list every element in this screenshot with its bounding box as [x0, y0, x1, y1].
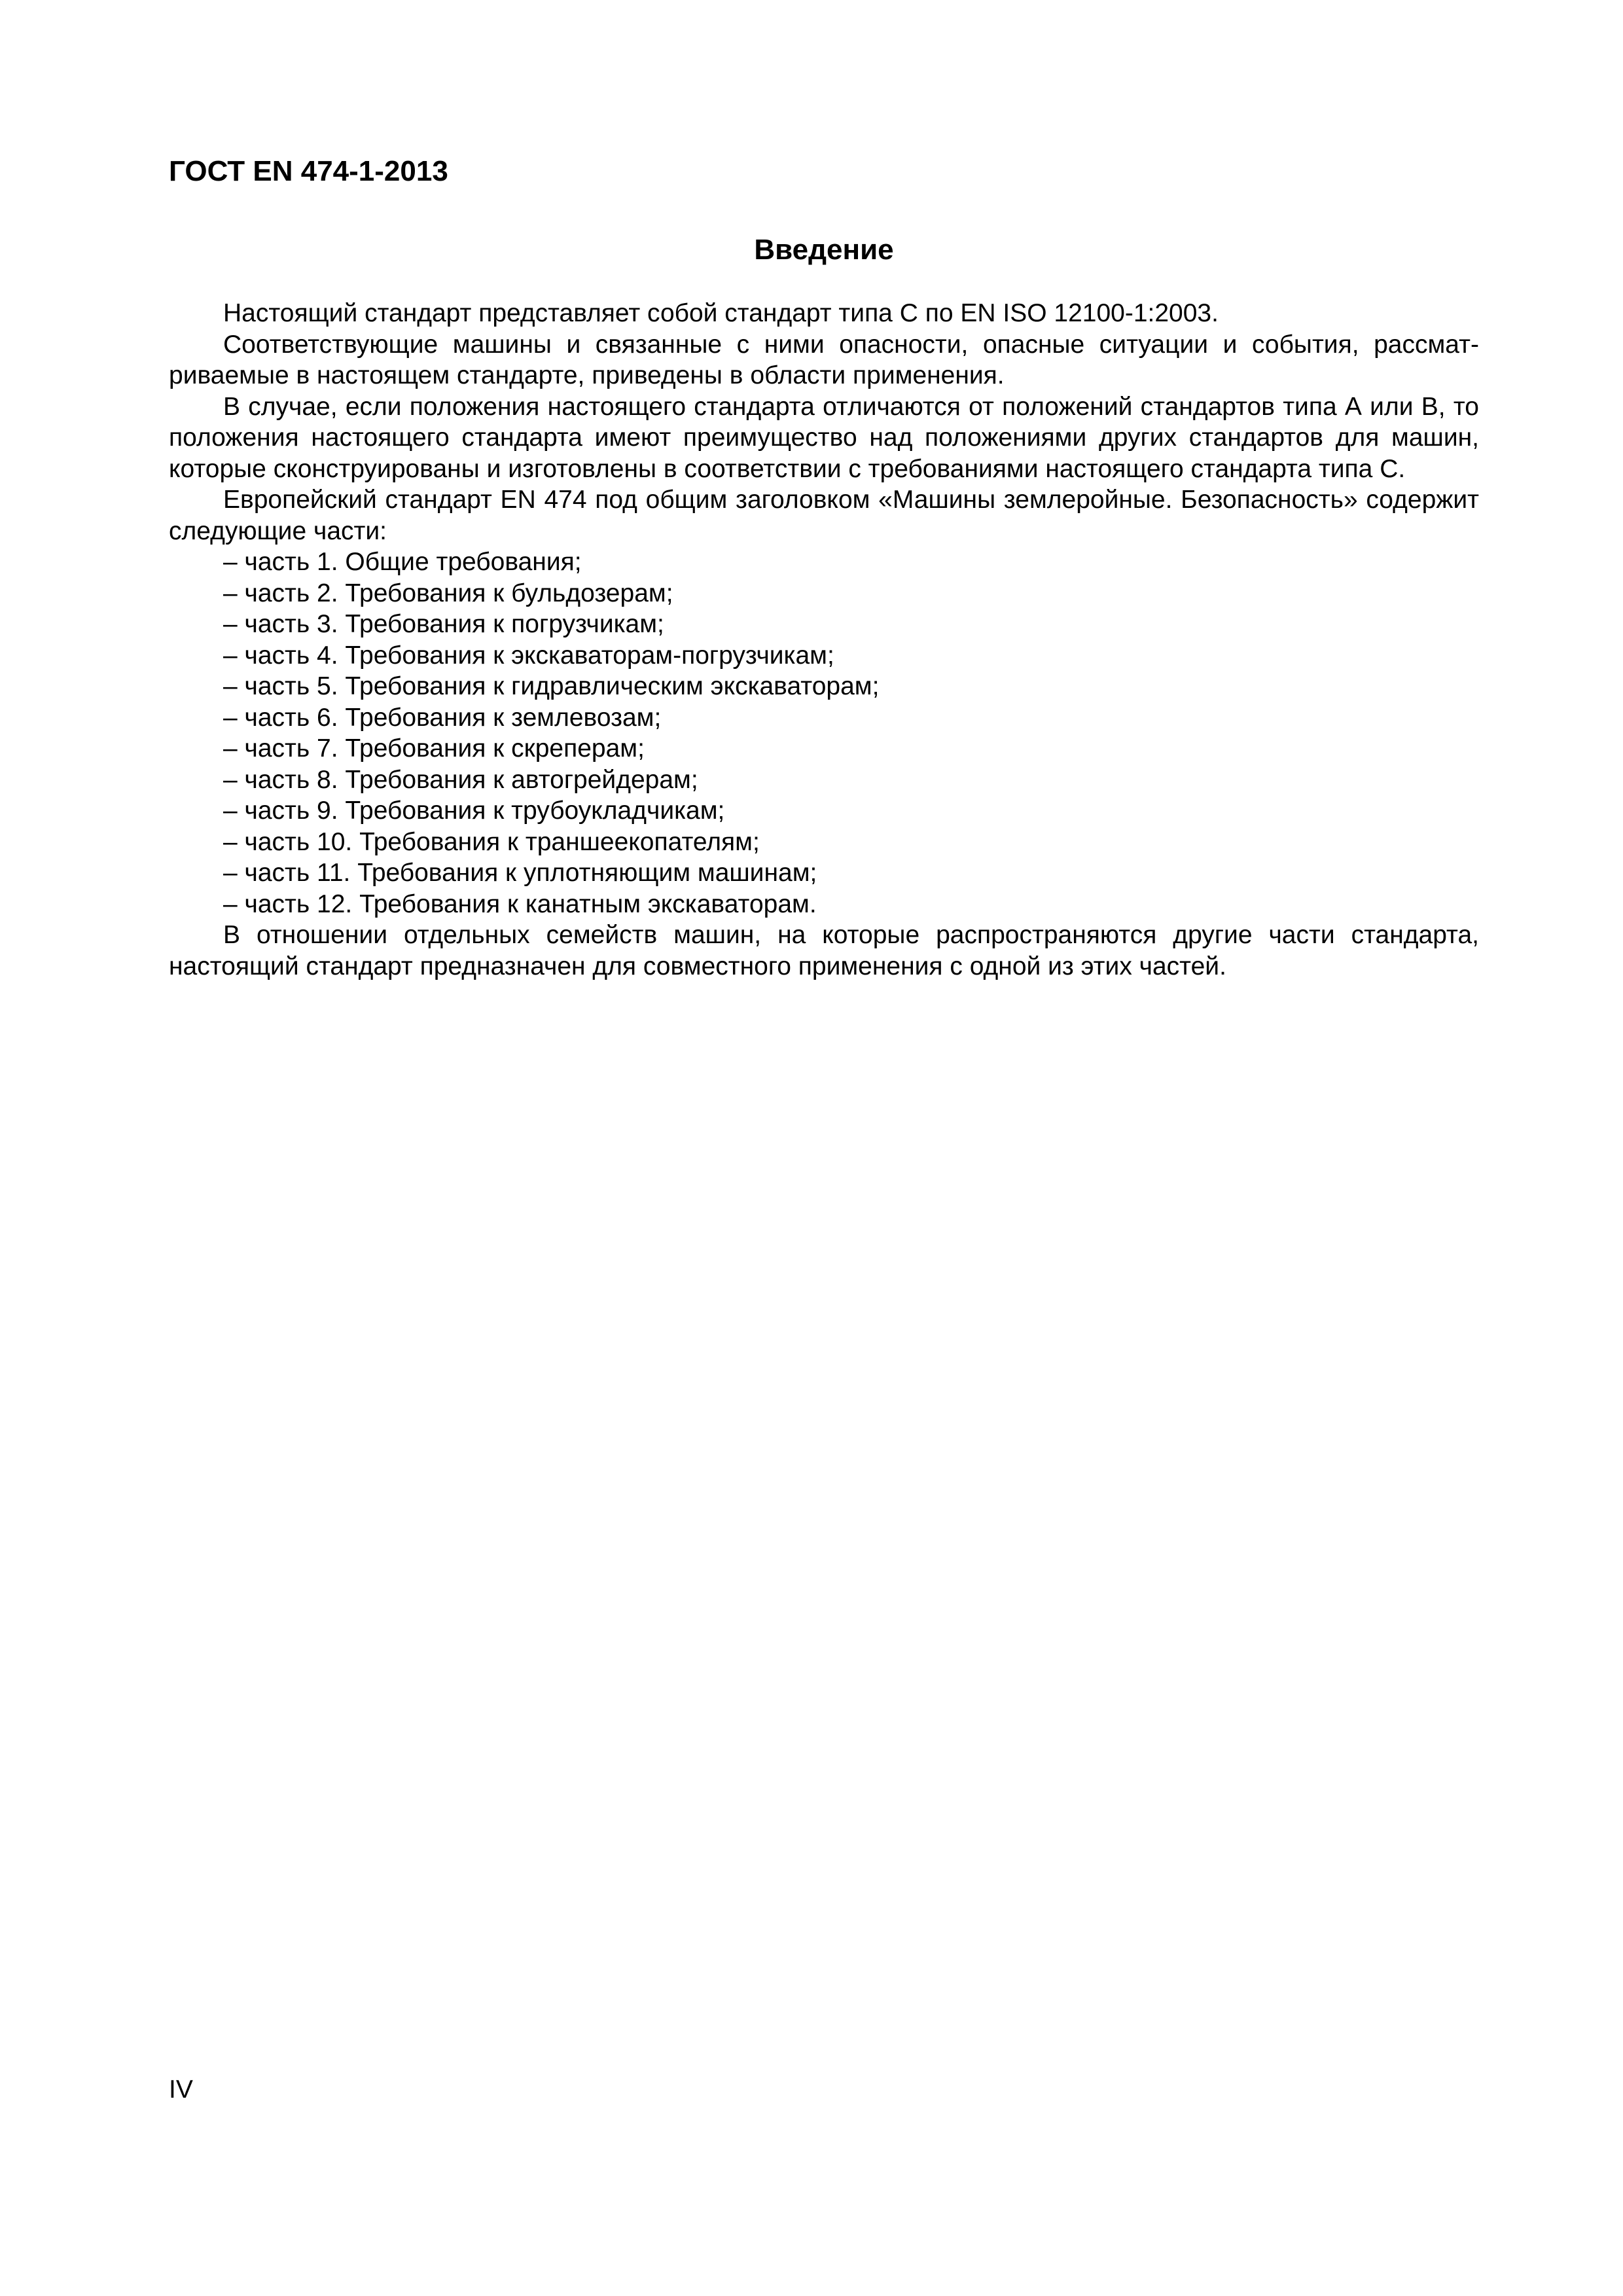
- document-code-header: ГОСТ EN 474-1-2013: [169, 155, 448, 187]
- list-item: – часть 8. Требования к автогрейдерам;: [223, 765, 698, 794]
- page-number: IV: [169, 2075, 193, 2104]
- section-title: Введение: [754, 234, 894, 266]
- list-item: – часть 6. Требования к землевозам;: [223, 703, 662, 732]
- list-item: – часть 9. Требования к трубоукладчикам;: [223, 797, 725, 825]
- list-item: – часть 5. Требования к гидравлическим экскаваторам;: [223, 672, 880, 700]
- list-item: – часть 2. Требования к бульдозерам;: [223, 579, 673, 607]
- paragraph-precedence: В случае, если положения настоящего стандарта отличаются от положений стандартов типа А или В, то положения настоящего стандарта имеют преимущество над положениями других стандартов для машин, которые сконструированы и изготовлены в соответствии с требованиями настоящего стандарта типа С.: [169, 392, 1479, 483]
- paragraph-parts-intro: Европейский стандарт EN 474 под общим заголовком «Машины землеройные. Безопасность» содержит следующие части:: [169, 486, 1479, 545]
- list-item: – часть 10. Требования к траншеекопателям;: [223, 827, 760, 856]
- list-item: – часть 4. Требования к экскаваторам-погрузчикам;: [223, 641, 834, 670]
- paragraph-standard-type: Настоящий стандарт представляет собой стандарт типа С по EN ISO 12100-1:2003.: [223, 299, 1219, 327]
- list-item: – часть 7. Требования к скреперам;: [223, 734, 645, 762]
- list-item: – часть 12. Требования к канатным экскаваторам.: [223, 889, 817, 918]
- document-body: [169, 298, 1479, 982]
- list-item: – часть 3. Требования к погрузчикам;: [223, 610, 664, 638]
- list-item: – часть 1. Общие требования;: [223, 548, 582, 576]
- parts-list: [169, 547, 1479, 920]
- list-item: – часть 11. Требования к уплотняющим машинам;: [223, 859, 817, 887]
- paragraph-hazards: Соответствующие машины и связанные с ними опасности, опасные ситуации и события, рассматриваемые в настоящем стандарте, приведены в области применения.: [169, 330, 1479, 389]
- paragraph-application: В отношении отдельных семейств машин, на которые распространяются другие части стандарта, настоящий стандарт предназначен для совместного применения с одной из этих частей.: [169, 921, 1479, 980]
